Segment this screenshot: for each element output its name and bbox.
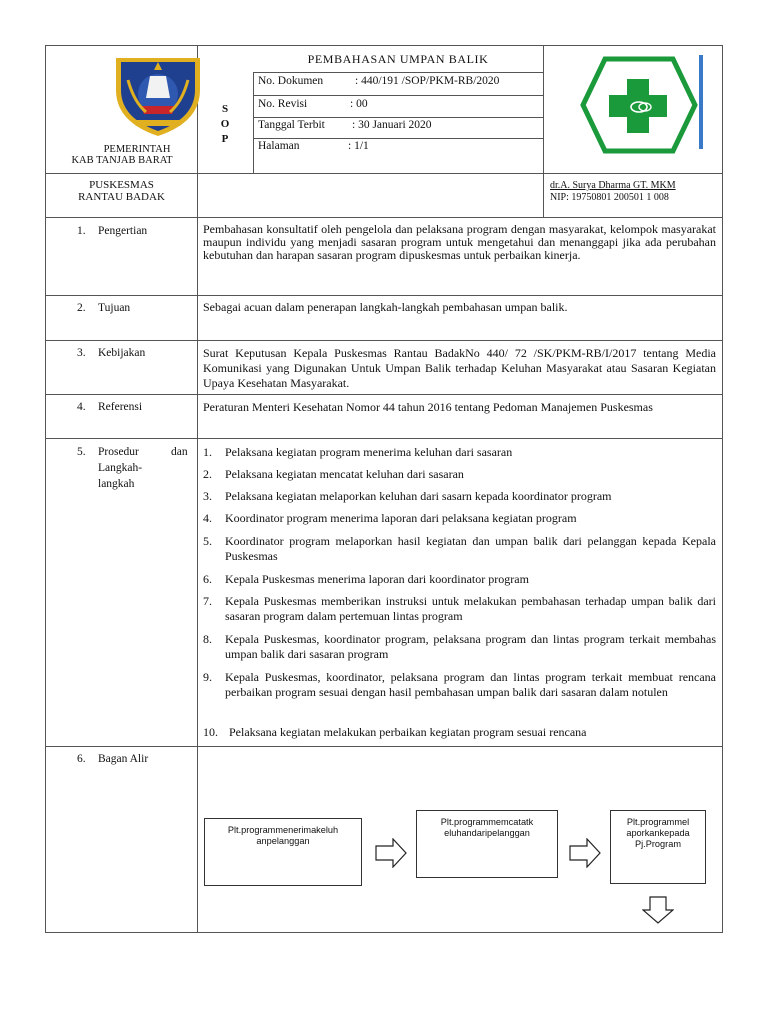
sop-letter-s: S (221, 103, 229, 115)
section-4-label: Referensi (98, 401, 143, 413)
issuer-line-2: KAB TANJAB BARAT (71, 155, 173, 166)
section-6-number: 6. (77, 753, 86, 765)
procedure-step: 3. Pelaksana kegiatan melaporkan keluhan dari sasarn kepada koordinator program (203, 489, 612, 503)
meta-value-no-dokumen: : 440/191 /SOP/PKM-RB/2020 (355, 75, 500, 87)
flow-arrow-right-icon (569, 838, 601, 868)
unit-line-1: PUSKESMAS (89, 179, 154, 191)
section-1-number: 1. (77, 225, 86, 237)
section-line (45, 295, 723, 296)
section-4-number: 4. (77, 401, 86, 413)
table-border-top (45, 45, 723, 46)
meta-label-tanggal-terbit: Tanggal Terbit (258, 119, 325, 131)
procedure-step: 4. Koordinator program menerima laporan dari pelaksana kegiatan program (203, 511, 577, 525)
header-row-line (45, 173, 723, 174)
table-border-right (722, 45, 723, 933)
meta-value-halaman: : 1/1 (348, 140, 369, 152)
procedure-step: 6. Kepala Puskesmas menerima laporan dari koordinator program (203, 572, 529, 586)
header-bottom-line (45, 217, 723, 218)
issuer-line-1: PEMERINTAH (103, 144, 171, 155)
procedure-step: 8. Kepala Puskesmas, koordinator program, pelaksana program dan lintas program terkait membahas umpan balik dari sasaran program (203, 632, 716, 661)
section-line (45, 394, 723, 395)
procedure-step: 1. Pelaksana kegiatan program menerima keluhan dari sasaran (203, 445, 513, 459)
sop-letter-o: O (220, 118, 230, 130)
puskesmas-logo (575, 55, 707, 155)
column-divider-main (197, 45, 198, 933)
meta-label-no-dokumen: No. Dokumen (258, 75, 324, 87)
flow-arrow-down-icon (642, 896, 674, 924)
section-5-number: 5. (77, 446, 86, 458)
section-4-text: Peraturan Menteri Kesehatan Nomor 44 tahun 2016 tentang Pedoman Manajemen Puskesmas (203, 400, 653, 414)
meta-value-tanggal-terbit: : 30 Januari 2020 (352, 119, 432, 131)
section-2-label: Tujuan (98, 302, 131, 314)
flow-arrow-right-icon (375, 838, 407, 868)
meta-label-halaman: Halaman (258, 140, 300, 152)
kab-tanjab-barat-crest-logo (110, 50, 206, 140)
flowchart-box-2: Plt.programmemcatatk eluhandaripelanggan (416, 810, 558, 878)
meta-row-line (253, 72, 543, 73)
meta-value-no-revisi: : 00 (350, 98, 368, 110)
section-6-label: Bagan Alir (98, 753, 149, 765)
section-1-label: Pengertian (98, 225, 148, 237)
table-border-bottom (45, 932, 723, 933)
unit-line-2: RANTAU BADAK (78, 191, 165, 203)
sop-letter-p: P (221, 133, 229, 145)
column-divider-header (543, 45, 544, 217)
signer-name: dr.A. Surya Dharma GT. MKM (550, 180, 676, 191)
procedure-step: 9. Kepala Puskesmas, koordinator, pelaksana program dan lintas program terkait membuat rencana perbaikan program sesuai dengan hasil pembahasan umpan balik dari sasaran dalam notulen (203, 670, 716, 699)
section-line (45, 340, 723, 341)
procedure-step: 7. Kepala Puskesmas memberikan instruksi untuk melakukan pembahasan terhadap umpan balik dari sasaran program dalam pertemuan lintas program (203, 594, 716, 623)
procedure-step: 10. Pelaksana kegiatan melakukan perbaikan kegiatan program sesuai rencana (203, 725, 587, 739)
meta-label-no-revisi: No. Revisi (258, 98, 308, 110)
procedure-step: 2. Pelaksana kegiatan mencatat keluhan dari sasaran (203, 467, 464, 481)
signer-nip: NIP: 19750801 200501 1 008 (550, 192, 669, 203)
section-3-number: 3. (77, 347, 86, 359)
section-2-text: Sebagai acuan dalam penerapan langkah-langkah pembahasan umpan balik. (203, 300, 568, 314)
procedure-step: 5. Koordinator program melaporkan hasil kegiatan dan umpan balik dari pelanggan kepada Kepala Puskesmas (203, 534, 716, 563)
flowchart-box-1: Plt.programmenerimakeluh anpelanggan (204, 818, 362, 886)
section-line (45, 746, 723, 747)
section-5-label-d: langkah (98, 478, 135, 490)
meta-row-line (253, 95, 543, 96)
section-3-text: Surat Keputusan Kepala Puskesmas Rantau BadakNo 440/ 72 /SK/PKM-RB/I/2017 tentang Media Komunikasi yang Digunakan Untuk Umpan Balik terhadap Keluhan Masyarakat atau Sasaran Kegiatan Upaya Kesehatan Masyarakat. (203, 346, 716, 390)
section-5-label-c: Langkah- (98, 462, 143, 474)
section-5-label-b: dan (171, 446, 188, 458)
sop-divider (253, 72, 254, 173)
section-line (45, 438, 723, 439)
section-5-label-a: Prosedur (98, 446, 139, 458)
section-1-text: Pembahasan konsultatif oleh pengelola dan pelaksana program dengan masyarakat, kelompok masyarakat maupun individu yang menjadi sasaran program untuk mengetahui dan menanggapi jika ada perubahan kebutuhan dan harapan sasaran program dipuskesmas untuk perbaikan kinerja. (203, 222, 716, 263)
section-3-label: Kebijakan (98, 347, 146, 359)
document-title: PEMBAHASAN UMPAN BALIK (307, 52, 489, 66)
flowchart-box-3: Plt.programmel aporkankepada Pj.Program (610, 810, 706, 884)
section-2-number: 2. (77, 302, 86, 314)
